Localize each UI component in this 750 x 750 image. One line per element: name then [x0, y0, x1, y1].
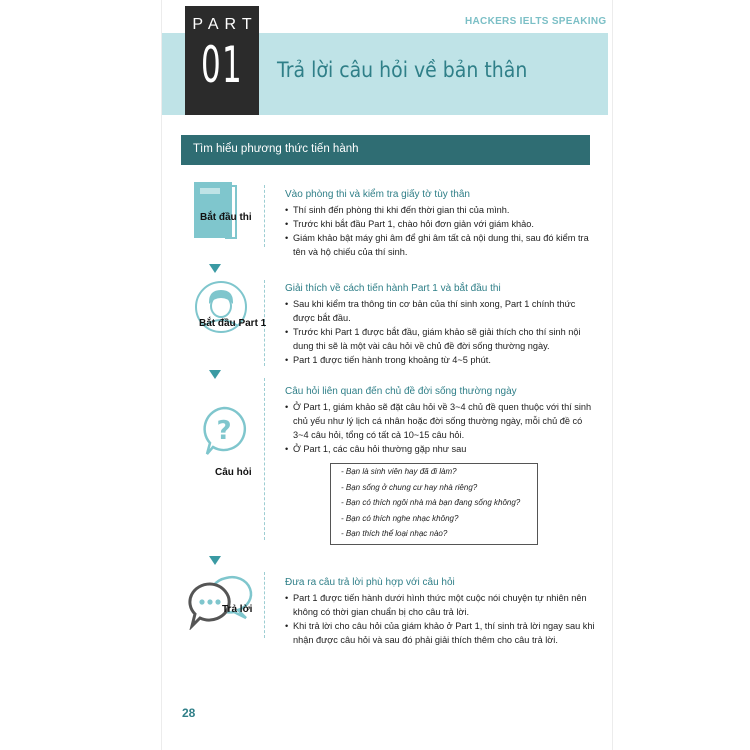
- part-title: Trả lời câu hỏi về bản thân: [277, 58, 528, 82]
- page-number: 28: [182, 706, 196, 720]
- part-badge: [185, 6, 259, 115]
- step-content: [285, 189, 595, 259]
- part-label: PART: [192, 16, 258, 33]
- list-item: • Khi trả lời cho câu hỏi của giám khảo ở Part 1, thí sinh trả lời ngay sau khi nhận được câu hỏi và sau đó phải giải thích thêm cho câu trả lời.: [285, 619, 595, 647]
- down-arrow-icon: [209, 556, 221, 565]
- list-item: • Trước khi Part 1 được bắt đầu, giám khảo sẽ giải thích cho thí sinh nội dung thi sẽ là một vài câu hỏi về chủ đề đời sống thường ngày.: [285, 325, 595, 353]
- step-bullets: [285, 297, 595, 367]
- part-number: 01: [201, 36, 243, 94]
- step-content: [285, 577, 595, 647]
- step-bullets: [285, 203, 595, 259]
- step-label: Bắt đầu thi: [200, 212, 252, 223]
- step-label: Bắt đầu Part 1: [199, 318, 267, 329]
- section-heading-bar: [181, 135, 590, 165]
- door-icon: [192, 180, 240, 242]
- example-question: - Bạn thích thể loại nhạc nào?: [341, 529, 448, 538]
- section-title: Tìm hiểu phương thức tiến hành: [193, 143, 359, 155]
- list-item: • Trước khi bắt đầu Part 1, chào hỏi đơn giản với giám khảo.: [285, 217, 595, 231]
- example-question: - Bạn có thích ngôi nhà mà bạn đang sống không?: [341, 498, 521, 507]
- list-item: • Ở Part 1, các câu hỏi thường gặp như sau: [285, 442, 595, 456]
- step-heading: Giải thích về cách tiến hành Part 1 và bắt đầu thi: [285, 283, 501, 294]
- down-arrow-icon: [209, 264, 221, 273]
- step-content: [285, 386, 595, 456]
- step-bullets: [285, 400, 595, 456]
- series-brand: HACKERS IELTS SPEAKING: [465, 16, 607, 27]
- list-item: • Part 1 được tiến hành trong khoảng từ 4~5 phút.: [285, 353, 595, 367]
- step-heading: Đưa ra câu trả lời phù hợp với câu hỏi: [285, 577, 455, 588]
- step-label: Trả lời: [222, 604, 253, 615]
- step-content: [285, 283, 595, 367]
- example-question: - Bạn là sinh viên hay đã đi làm?: [341, 467, 457, 476]
- step-label: Câu hỏi: [215, 467, 252, 478]
- list-item: • Sau khi kiểm tra thông tin cơ bản của thí sinh xong, Part 1 chính thức được bắt đầu.: [285, 297, 595, 325]
- question-icon: [201, 406, 247, 458]
- down-arrow-icon: [209, 370, 221, 379]
- step-divider: [264, 572, 265, 638]
- step-bullets: [285, 591, 595, 647]
- example-question: - Bạn sống ở chung cư hay nhà riêng?: [341, 482, 478, 492]
- example-question: - Bạn có thích nghe nhạc không?: [341, 513, 459, 523]
- list-item: • Part 1 được tiến hành dưới hình thức một cuộc nói chuyện tự nhiên nên không có thời gian chuẩn bị cho câu trả lời.: [285, 591, 595, 619]
- svg-text:?: ?: [216, 416, 232, 446]
- list-item: • Thí sinh đến phòng thi khi đến thời gian thi của mình.: [285, 203, 595, 217]
- step-divider: [264, 185, 265, 247]
- step-heading: Câu hỏi liên quan đến chủ đề đời sống thường ngày: [285, 386, 517, 397]
- list-item: • Ở Part 1, giám khảo sẽ đặt câu hỏi về 3~4 chủ đề quen thuộc với thí sinh chủ yếu như lý lịch cá nhân hoặc đời sống thường ngày, mỗi chủ đề có 3~4 câu hỏi, tổng có tất cả 10~15 câu hỏi.: [285, 400, 595, 442]
- example-questions-box: [330, 463, 538, 545]
- step-divider: [264, 378, 265, 540]
- speech-bubbles-icon: [186, 574, 256, 630]
- list-item: • Giám khảo bật máy ghi âm để ghi âm tất cả nội dung thi, sau đó kiểm tra tên và hộ chiếu của thí sinh.: [285, 231, 595, 259]
- step-heading: Vào phòng thi và kiểm tra giấy tờ tùy thân: [285, 189, 470, 200]
